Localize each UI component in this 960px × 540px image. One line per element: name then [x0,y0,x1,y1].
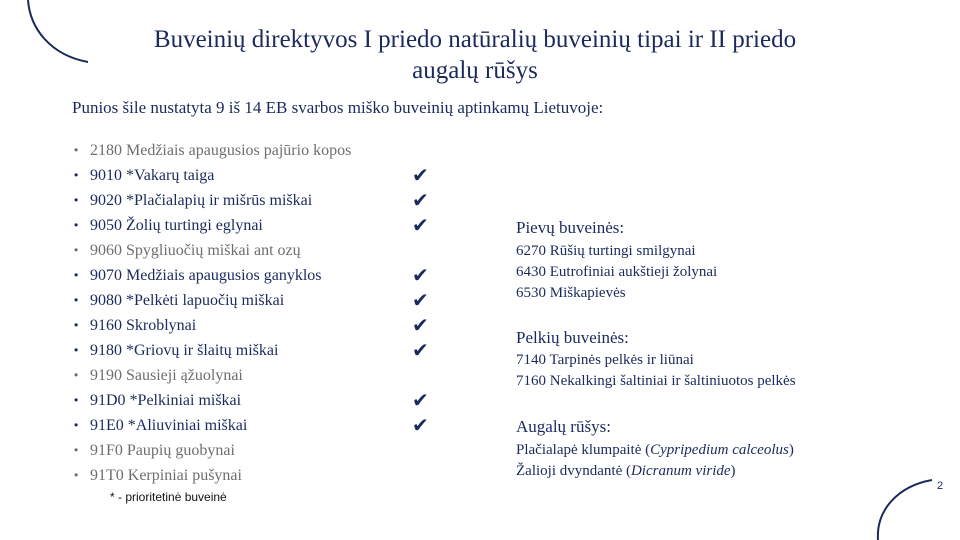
check-icon: ✔ [412,288,429,312]
habitat-label: 9010 *Vakarų taiga [90,167,215,184]
bullet-icon: • [74,168,79,182]
bullet-icon: • [74,368,79,382]
habitat-label: 9050 Žolių turtingi eglynai [90,217,263,234]
habitat-item [74,163,351,188]
bullet-icon: • [74,418,79,432]
habitat-item [74,188,351,213]
mire-items [516,350,796,392]
corner-arc-decoration-bottom [870,478,960,540]
habitat-label: 9060 Spygliuočių miškai ant ozų [90,242,301,259]
habitat-item [74,363,351,388]
plant-name: Žalioji dvyndantė ( [516,463,631,479]
page-title: Buveinių direktyvos I priedo natūralių buveinių tipai ir II priedo augalų rūšys [153,26,797,84]
plant-latin-name: Cypripedium calceolus [650,442,789,458]
habitat-label: 9020 *Plačialapių ir mišrūs miškai [90,192,313,209]
plant-name-end: ) [730,463,736,479]
meadow-items [516,241,717,304]
check-icon: ✔ [412,313,429,337]
habitat-label: 91E0 *Aliuviniai miškai [90,417,248,434]
plant-item [516,461,794,482]
footnote: * - prioritetinė buveinė [110,490,227,504]
meadow-item: 6270 Rūšių turtingi smilgynai [516,243,696,259]
check-icon: ✔ [412,413,429,437]
habitat-label: 9080 *Pelkėti lapuočių miškai [90,292,285,309]
bullet-icon: • [74,343,79,357]
meadow-item: 6430 Eutrofiniai aukštieji žolynai [516,264,718,280]
habitat-item [74,288,351,313]
check-icon: ✔ [412,163,429,187]
bullet-icon: • [74,243,79,257]
habitat-label: 9070 Medžiais apaugusios ganyklos [90,267,322,284]
check-icon: ✔ [412,388,429,412]
habitat-label: 9180 *Griovų ir šlaitų miškai [90,342,279,359]
plants-items [516,440,794,482]
bullet-icon: • [74,468,79,482]
habitat-item [74,413,351,438]
check-icon: ✔ [412,188,429,212]
bullet-icon: • [74,443,79,457]
page-number: 2 [937,480,944,492]
check-icon: ✔ [412,338,429,362]
habitat-list [74,138,351,488]
habitat-label: 91T0 Kerpiniai pušynai [90,467,242,484]
plant-name: Plačialapė klumpaitė ( [516,442,651,458]
habitat-item [74,263,351,288]
plants-section [516,417,611,437]
corner-arc-decoration [0,0,100,70]
bullet-icon: • [74,193,79,207]
habitat-item [74,313,351,338]
bullet-icon: • [74,318,79,332]
mire-item: 7140 Tarpinės pelkės ir liūnai [516,352,694,368]
check-icon: ✔ [412,263,429,287]
page-subtitle: Punios šile nustatyta 9 iš 14 EB svarbos miško buveinių aptinkamų Lietuvoje: [72,98,604,117]
bullet-icon: • [74,268,79,282]
check-icon: ✔ [412,213,429,237]
meadow-heading: Pievų buveinės: [516,218,625,237]
habitat-label: 91D0 *Pelkiniai miškai [90,392,242,409]
habitat-item [74,388,351,413]
habitat-label: 9160 Skroblynai [90,317,197,334]
mire-heading: Pelkių buveinės: [516,328,629,347]
plant-name-end: ) [788,442,794,458]
habitat-label: 9190 Sausieji ąžuolynai [90,367,243,384]
habitat-item [74,138,351,163]
bullet-icon: • [74,143,79,157]
meadow-item: 6530 Miškapievės [516,285,626,301]
bullet-icon: • [74,218,79,232]
habitat-item [74,438,351,463]
habitat-label: 2180 Medžiais apaugusios pajūrio kopos [90,142,352,159]
habitat-item [74,463,351,488]
mire-section [516,328,629,348]
mire-item: 7160 Nekalkingi šaltiniai ir šaltiniuotos pelkės [516,373,796,389]
bullet-icon: • [74,293,79,307]
plants-heading: Augalų rūšys: [516,417,611,436]
plant-latin-name: Dicranum viride [630,463,731,479]
plant-item [516,440,794,461]
habitat-item [74,213,351,238]
bullet-icon: • [74,393,79,407]
habitat-item [74,238,351,263]
meadow-section [516,218,624,238]
habitat-label: 91F0 Paupių guobynai [90,442,235,459]
habitat-item [74,338,351,363]
